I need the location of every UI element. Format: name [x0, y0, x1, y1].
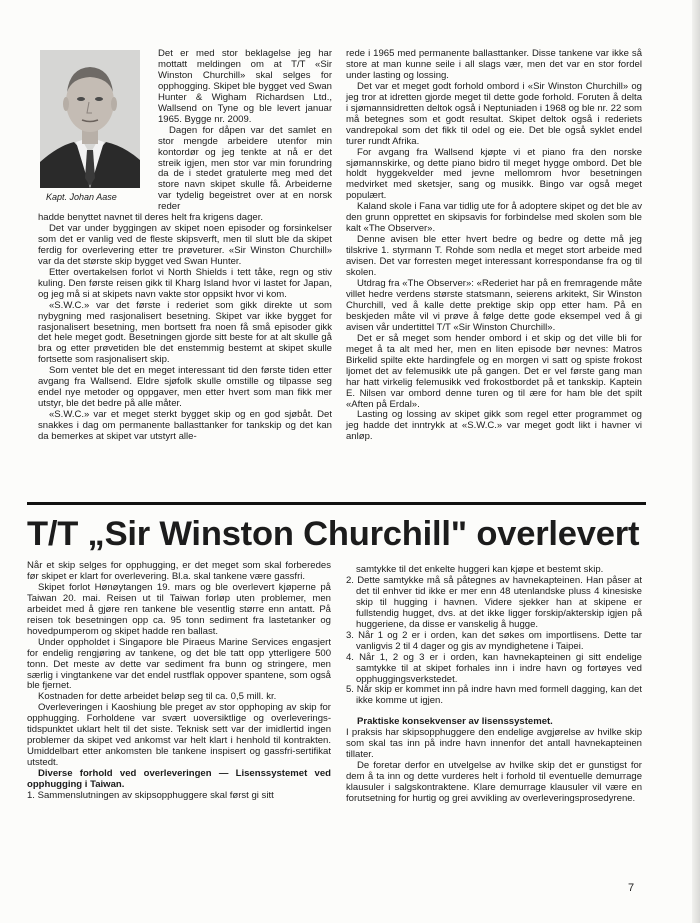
- section-subheading: Diverse forhold ved overleveringen — Lisenssystemet ved opphugging i Taiwan.: [27, 768, 331, 791]
- list-item: 5. Når skip er kommet inn på indre havn med formell dagging, kan det ikke komme ut igjen.: [346, 684, 642, 707]
- paragraph: Det er så meget som hender ombord i et skip og det ville bli for meget å ta alt med her, men en liten episode bør nevnes: Matros Birkelid spilte ekte hardingfele og en morgen vi satt og spiste frokost ljomet det av felemusikk ute på gangen. Det er vel første gang man har hatt virkelig felemusikk ved frokostbordet på et tankskip. Kaptein E. Nilsen var ombord denne turen og til ære for ham ble det spilt «Aften på Erdal».: [346, 332, 642, 410]
- scan-edge-shadow: [692, 0, 700, 923]
- delivery-article-left-column: [27, 561, 331, 802]
- paragraph: Det var under byggingen av skipet noen episoder og forsinkelser som det er vanlig ved de fleste skipsverft, men til slutt ble da skipet ferdig for overlevering etter tre prøveturer. «Sir Winston Churchill» var da det største skip bygget ved Swan Hunter.: [38, 222, 332, 267]
- captain-portrait-photo: [40, 50, 140, 188]
- list-item: 4. Når 1, 2 og 3 er i orden, kan havnekapteinen gi sitt endelige samtykke til at skipet forhales inn i indre havn og fortøyes ved opphuggingsverkstedet.: [346, 651, 642, 685]
- section-subheading: Praktiske konsekvenser av lisenssystemet.: [357, 716, 553, 728]
- list-item: 1. Sammenslutningen av skipsopphuggere skal først gi sitt: [27, 790, 274, 802]
- paragraph: «S.W.C.» var det første i rederiet som gikk direkte ut som nybygning med rasjonalisert besetning. Skipet var ikke bygget for rasjonalisert besetning, men bortsett fra noen få små episoder gikk det hele meget godt. Besetningen gjorde sitt beste for at alt skulle gå bra og etter prøvetiden ble det enstemmig bestemt at skipet skulle fortsette som rasjonalisert skip.: [38, 299, 332, 366]
- intro-text-beside-photo: [158, 49, 332, 213]
- paragraph: Etter overtakelsen forlot vi North Shields i tett tåke, regn og stiv kuling. Den første reisen gikk til Kharg Island hvor vi lastet for Japan, og jeg må si at skipets navn vakte stor oppsikt hvor vi kom.: [38, 266, 332, 300]
- page-number: 7: [628, 882, 635, 894]
- paragraph: Kaland skole i Fana var tidlig ute for å adoptere skipet og det ble av den grunn opprettet en skipsavis for forbindelse med skolen som ble kalt «The Observer».: [346, 201, 642, 235]
- paragraph: Denne avisen ble etter hvert bedre og bedre og dette må jeg tilskrive 1. styrmann T. Rohde som nedla et meget stort arbeide med avisen. Det var forresten meget interessant korrespondanse fra og til skolen.: [346, 234, 642, 279]
- article-headline: T/T „Sir Winston Churchill" overlevert: [27, 515, 640, 553]
- paragraph: De foretar derfor en utvelgelse av hvilke skip det er gunstigst for dem å ta inn og dette vurderes helt i forhold til eventuelle demurrage klausuler i salgskontraktene. Klare demurrage klausuler vil være en forutsetning for hurtig og grei avvikling av overleveringsprosedyrene.: [346, 760, 642, 805]
- paragraph: For avgang fra Wallsend kjøpte vi et piano fra den norske sjømannskirke, og dette piano bidro til meget hygge ombord. Det ble holdt hyggekvelder med jevne mellomrom hvor besetningen medvirket med sketsjer, sang og musikk. Bingo var også meget populært.: [346, 146, 642, 202]
- paragraph: Utdrag fra «The Observer»: «Rederiet har på en fremragende måte villet hedre verdens største statsmann, seierens arkitekt, Sir Winston Churchill, ved å kalle dette prektige skip opp etter ham. På en beskjeden måte vil vi prøve å følge dette gode eksempel ved å gi avisen vår undertittel T/T «Sir Winston Churchill».: [346, 278, 642, 333]
- paragraph: rede i 1965 med permanente ballasttanker. Disse tankene var ikke så store at man kunne seile i all slags vær, men det var en stor fordel under lasting og lossing.: [346, 48, 642, 81]
- paragraph: I praksis har skipsopphuggere den endelige avgjørelse av hvilke skip som skal tas inn på indre havn innenfor det antall havnekapteinen tillater.: [346, 727, 642, 761]
- paragraph: Som ventet ble det en meget interessant tid den første tiden etter avgang fra Wallsend. Eldre sjøfolk skulle omstille og tilpasse seg endel nye metoder og oppgaver, men etter hvert som man fikk mer utstyr, ble det bedre på alle måter.: [38, 365, 332, 410]
- paragraph: Under oppholdet i Singapore ble Piraeus Marine Services engasjert for endelig rengjøring av tankene, og det ble tatt opp ytterligere 500 tonn. Det meste av dette var sediment fra bunn og stringere, men særlig i vingtankene var det endel rustflak oppover spantene, som også ble fjernet.: [27, 636, 331, 692]
- paragraph: Skipet forlot Hønøytangen 19. mars og ble overlevert kjøperne på Taiwan 20. mai. Reisen ut til Taiwan forløp uten problemer, men arbeidet med å gjøre ren tankene ble vesentlig større enn antatt. På reisen tok besetningen opp ca. 95 tonn sediment fra lastetanker og hovedpumperom og skipet hadde ren ballast.: [27, 581, 331, 637]
- delivery-article-right-column: [346, 565, 642, 805]
- paragraph: Det er med stor beklagelse jeg har mottatt meldingen om at T/T «Sir Winston Churchill» skal selges for opphogging. Skipet ble bygget ved Swan Hunter & Wigham Richardsen Ltd., Wallsend on Tyne og ble levert januar 1965. Bygge nr. 2009.: [158, 48, 332, 125]
- list-item: 2. Dette samtykke må så påtegnes av havnekapteinen. Han påser at det til enhver tid ikke er mer enn 48 utenlandske pluss 4 kinesiske skip til hugging i havnen. Videre sjekker han at skipene er fullstendig hugget, dvs. at det ikke ligger forskip/akterskip igjen på huggeriene, da disse er vanskelig å hugge.: [346, 574, 642, 630]
- paragraph: «S.W.C.» var et meget sterkt bygget skip og en god sjøbåt. Det snakkes i dag om permanente ballasttanker for tankskip og det kan da bemerkes at skipet var utstyrt alle-: [38, 409, 332, 443]
- paragraph: Kostnaden for dette arbeidet beløp seg til ca. 0,5 mill. kr.: [38, 691, 277, 703]
- list-item: 3. Når 1 og 2 er i orden, kan det søkes om importlisens. Dette tar vanligvis 2 til 4 dager og gis av myndighetene i Taipei.: [346, 629, 642, 652]
- paragraph: Overleveringen i Kaoshiung ble preget av stor opphoping av skip for opphugging. Forholdene var svært uoversiktlige og overleverings-tidspunktet uklart helt til det siste. Teknisk sett var der imidlertid ingen problemer da skipet ved ankomst var helt klart i henhold til kontrakten. Umiddelbart etter ankomsten ble tankene inspisert og gassfri-sertifikat utstedt.: [27, 702, 331, 769]
- paragraph: hadde benyttet navnet til deres helt fra krigens dager.: [38, 212, 264, 223]
- article-right-column: [346, 49, 642, 443]
- paragraph: Det var et meget godt forhold ombord i «Sir Winston Churchill» og jeg tror at idretten gjorde meget til dette gode forhold. Foruten å delta i sjømannsidretten deltok også i Neptuniaden i 1968 og ble nr. 22 som må betegnes som et godt resultat. Skipet deltok også i rederiets vandrepokal som det fikk til odel og eie. Det ble også syklet endel turer rundt Afrika.: [346, 80, 642, 147]
- paragraph: Lasting og lossing av skipet gikk som regel etter programmet og jeg hadde det inntrykk at «S.W.C.» var meget godt likt i havner vi anløp.: [346, 409, 642, 443]
- paragraph: Dagen for dåpen var det samlet en stor mengde arbeidere utenfor min kontordør og jeg tenkte at nå er det streik igjen, men stor var min forundring da de i stedet gratulerte meg med det store navn skipet skulle få. Arbeiderne var tydelig begeistret over at en norsk reder: [158, 124, 332, 213]
- paragraph: Når et skip selges for opphugging, er det meget som skal forberedes før skipet er klart for overlevering. Bl.a. skal tankene være gassfri.: [27, 560, 331, 582]
- photo-caption: Kapt. Johan Aase: [46, 192, 117, 202]
- section-divider-rule: [27, 502, 646, 505]
- list-item-continuation: samtykke til det enkelte huggeri kan kjøpe et bestemt skip.: [356, 564, 604, 575]
- article-left-column: [38, 213, 332, 443]
